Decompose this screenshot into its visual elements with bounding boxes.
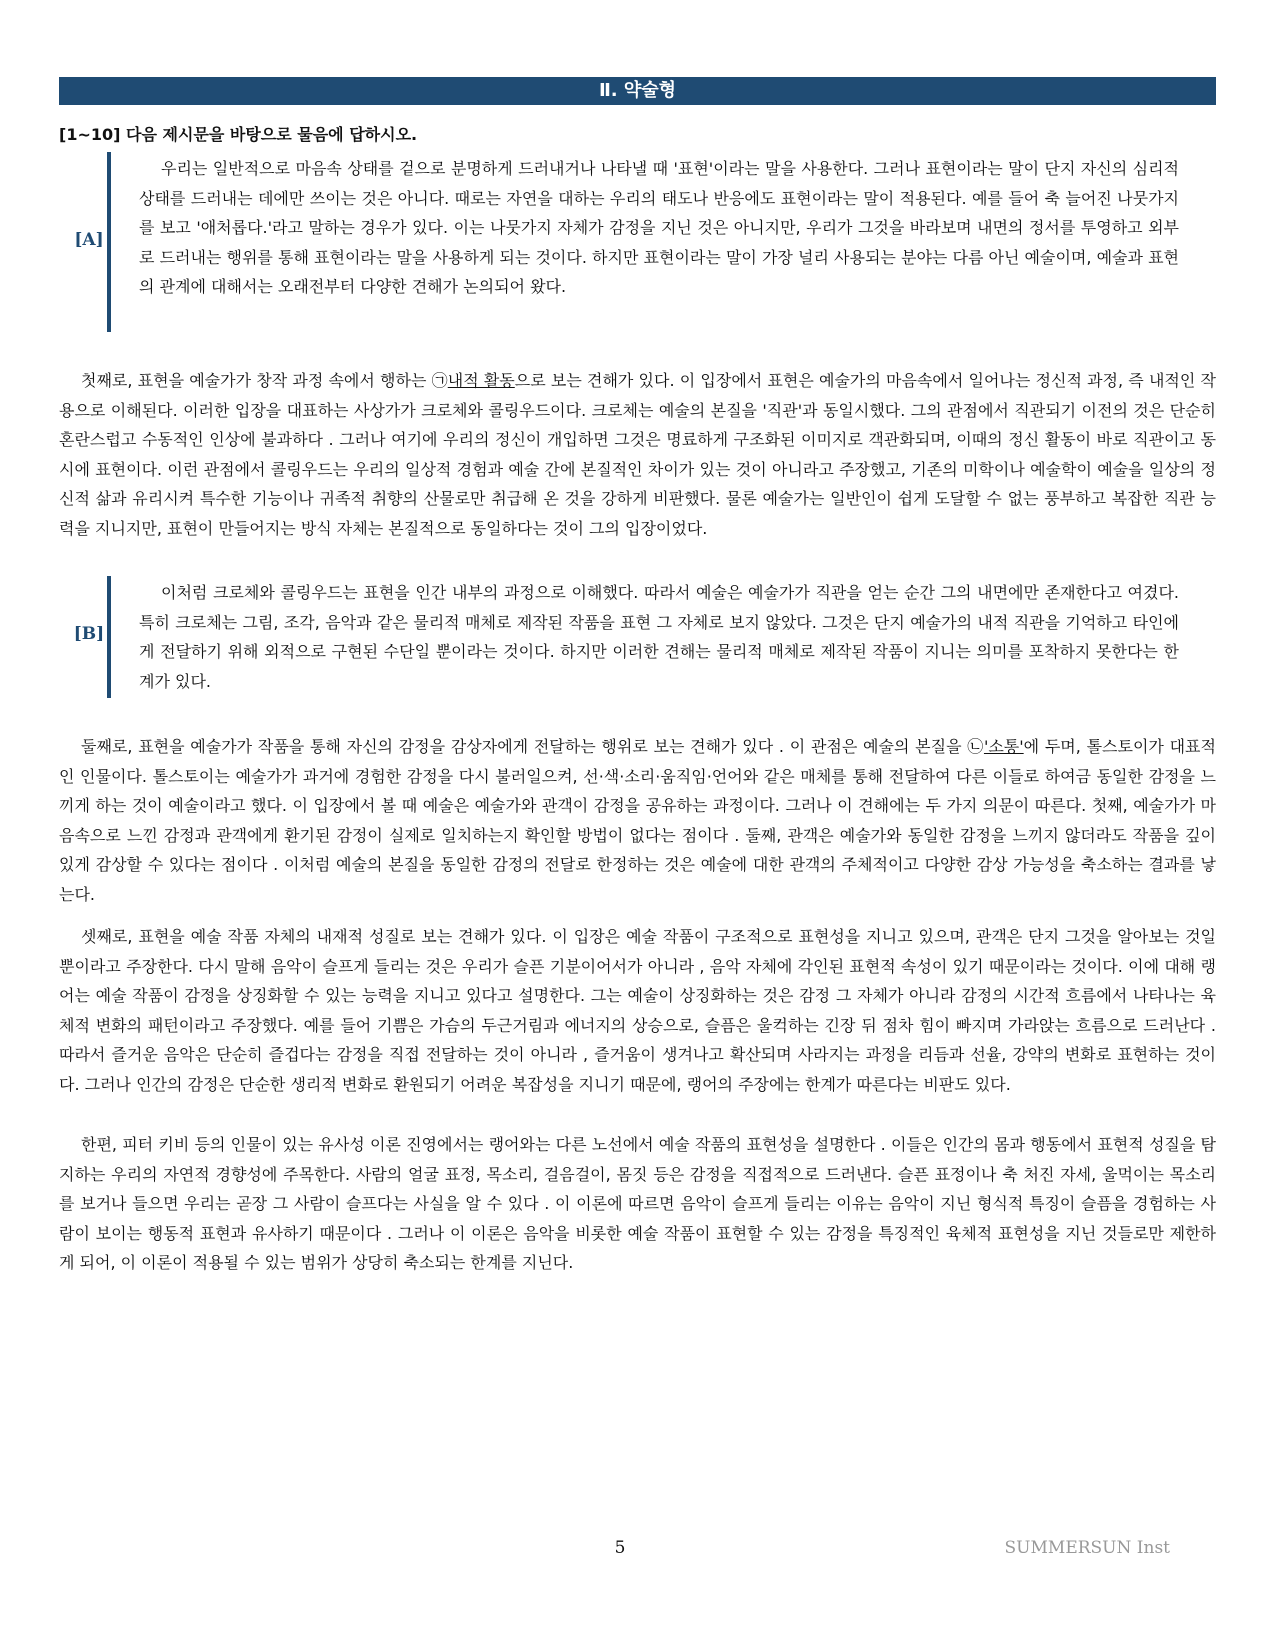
passage-box-b-bar: [107, 576, 111, 698]
paragraph-1: [59, 366, 1216, 543]
passage-box-a-label: [A]: [74, 230, 104, 250]
section-title-banner: Ⅱ. 약술형: [59, 77, 1216, 105]
marker-a: ㉠: [431, 371, 448, 390]
paragraph-2-pre: 둘째로, 표현을 예술가가 작품을 통해 자신의 감정을 감상자에게 전달하는 행위로 보는 견해가 있다 . 이 관점은 예술의 본질을: [81, 737, 968, 756]
underlined-term-inner-activity: 내적 활동: [447, 371, 515, 390]
footer-brand: SUMMERSUN Inst: [1004, 1538, 1170, 1558]
passage-box-b-text: 이처럼 크로체와 콜링우드는 표현을 인간 내부의 과정으로 이해했다. 따라서 예술은 예술가가 직관을 얻는 순간 그의 내면에만 존재한다고 여겼다. 특히 크로체는 그림, 조각, 음악과 같은 물리적 매체로 제작된 작품을 표현 그 자체로 보지 않았다. 그것은 단지 예술가의 내적 직관을 기억하고 타인에게 전달하기 위해 외적으로 구현된 수단일 뿐이라는 것이다. 하지만 이러한 견해는 물리적 매체로 제작된 작품이 지니는 의미를 포착하지 못한다는 한계가 있다.: [139, 583, 1179, 691]
passage-box-a-bar: [107, 152, 111, 332]
paragraph-4: 한편, 피터 키비 등의 인물이 있는 유사성 이론 진영에서는 랭어와는 다른 노선에서 예술 작품의 표현성을 설명한다 . 이들은 인간의 몸과 행동에서 표현적 성질을 탐지하는 우리의 자연적 경향성에 주목한다. 사람의 얼굴 표정, 목소리, 걸음걸이, 몸짓 등은 감정을 직접적으로 드러낸다. 슬픈 표정이나 축 처진 자세, 울먹이는 목소리를 보거나 들으면 우리는 곧장 그 사람이 슬프다는 사실을 알 수 있다 . 이 이론에 따르면 음악이 슬프게 들리는 이유는 음악이 지닌 형식적 특징이 슬픔을 경험하는 사람이 보이는 행동적 표현과 유사하기 때문이다 . 그러나 이 이론은 음악을 비롯한 예술 작품이 표현할 수 있는 감정을 특징적인 육체적 표현성을 지닌 것들로만 제한하게 되어, 이 이론이 적용될 수 있는 범위가 상당히 축소되는 한계를 지닌다.: [59, 1135, 1216, 1272]
paragraph-1-post: 으로 보는 견해가 있다. 이 입장에서 표현은 예술가의 마음속에서 일어나는 정신적 과정, 즉 내적인 작용으로 이해된다. 이러한 입장을 대표하는 사상가가 크로체와 콜링우드이다. 크로체는 예술의 본질을 '직관'과 동일시했다. 그의 관점에서 직관되기 이전의 것은 단순히 혼란스럽고 수동적인 인상에 불과하다 . 그러나 여기에 우리의 정신이 개입하면 그것은 명료하게 구조화된 이미지로 객관화되며, 이때의 정신 활동이 바로 직관이고 동시에 표현이다. 이런 관점에서 콜링우드는 우리의 일상적 경험과 예술 간에 본질적인 차이가 있는 것이 아니라고 주장했고, 기존의 미학이나 예술학이 예술을 일상의 정신적 삶과 유리시켜 특수한 기능이나 귀족적 취향의 산물로만 취급해 온 것을 강하게 비판했다. 물론 예술가는 일반인이 쉽게 도달할 수 없는 풍부하고 복잡한 직관 능력을 지니지만, 표현이 만들어지는 방식 자체는 본질적으로 동일하다는 것이 그의 입장이었다.: [59, 371, 1216, 538]
marker-b: ㉡: [967, 737, 984, 756]
paragraph-2: [59, 732, 1216, 909]
paragraph-2-post: 에 두며, 톨스토이가 대표적인 인물이다. 톨스토이는 예술가가 과거에 경험한 감정을 다시 불러일으켜, 선·색·소리·움직임·언어와 같은 매체를 통해 전달하여 다른 이들로 하여금 동일한 감정을 느끼게 하는 것이 예술이라고 했다. 이 입장에서 볼 때 예술은 예술가와 관객이 감정을 공유하는 과정이다. 그러나 이 견해에는 두 가지 의문이 따른다. 첫째, 예술가가 마음속으로 느낀 감정과 관객에게 환기된 감정이 실제로 일치하는지 확인할 방법이 없다는 점이다 . 둘째, 관객은 예술가와 동일한 감정을 느끼지 않더라도 작품을 깊이 있게 감상할 수 있다는 점이다 . 이처럼 예술의 본질을 동일한 감정의 전달로 한정하는 것은 예술에 대한 관객의 주체적이고 다양한 감상 가능성을 축소하는 결과를 낳는다.: [59, 737, 1216, 904]
underlined-term-communication: '소통': [983, 737, 1024, 756]
passage-box-b: [59, 576, 1179, 698]
paragraph-1-pre: 첫째로, 표현을 예술가가 창작 과정 속에서 행하는: [81, 371, 432, 390]
passage-box-a-text: 우리는 일반적으로 마음속 상태를 겉으로 분명하게 드러내거나 나타낼 때 '표현'이라는 말을 사용한다. 그러나 표현이라는 말이 단지 자신의 심리적 상태를 드러내는 데에만 쓰이는 것은 아니다. 때로는 자연을 대하는 우리의 태도나 반응에도 표현이라는 말이 적용된다. 예를 들어 축 늘어진 나뭇가지를 보고 '애처롭다.'라고 말하는 경우가 있다. 이는 나뭇가지 자체가 감정을 지닌 것은 아니지만, 우리가 그것을 바라보며 내면의 정서를 투영하고 외부로 드러내는 행위를 통해 표현이라는 말을 사용하게 되는 것이다. 하지만 표현이라는 말이 가장 널리 사용되는 분야는 다름 아닌 예술이며, 예술과 표현의 관계에 대해서는 오래전부터 다양한 견해가 논의되어 왔다.: [139, 159, 1179, 296]
paragraph-3: 셋째로, 표현을 예술 작품 자체의 내재적 성질로 보는 견해가 있다. 이 입장은 예술 작품이 구조적으로 표현성을 지니고 있으며, 관객은 단지 그것을 알아보는 것일 뿐이라고 주장한다. 다시 말해 음악이 슬프게 들리는 것은 우리가 슬픈 기분이어서가 아니라 , 음악 자체에 각인된 표현적 속성이 있기 때문이라는 것이다. 이에 대해 랭어는 예술 작품이 감정을 상징화할 수 있는 능력을 지니고 있다고 설명한다. 그는 예술이 상징화하는 것은 감정 그 자체가 아니라 감정의 시간적 흐름에서 나타나는 육체적 변화의 패턴이라고 주장했다. 예를 들어 기쁨은 가슴의 두근거림과 에너지의 상승으로, 슬픔은 울컥하는 긴장 뒤 점차 힘이 빠지며 가라앉는 흐름으로 드러난다 . 따라서 즐거운 음악은 단순히 즐겁다는 감정을 직접 전달하는 것이 아니라 , 즐거움이 생겨나고 확산되며 사라지는 과정을 리듬과 선율, 강약의 변화로 표현하는 것이다. 그러나 인간의 감정은 단순한 생리적 변화로 환원되기 어려운 복잡성을 지니기 때문에, 랭어의 주장에는 한계가 따른다는 비판도 있다.: [59, 927, 1216, 1094]
page-number: 5: [614, 1538, 626, 1558]
passage-box-b-label: [B]: [73, 624, 105, 644]
question-instruction: [1~10] 다음 제시문을 바탕으로 물음에 답하시오.: [59, 125, 418, 144]
passage-box-a: [59, 152, 1179, 332]
